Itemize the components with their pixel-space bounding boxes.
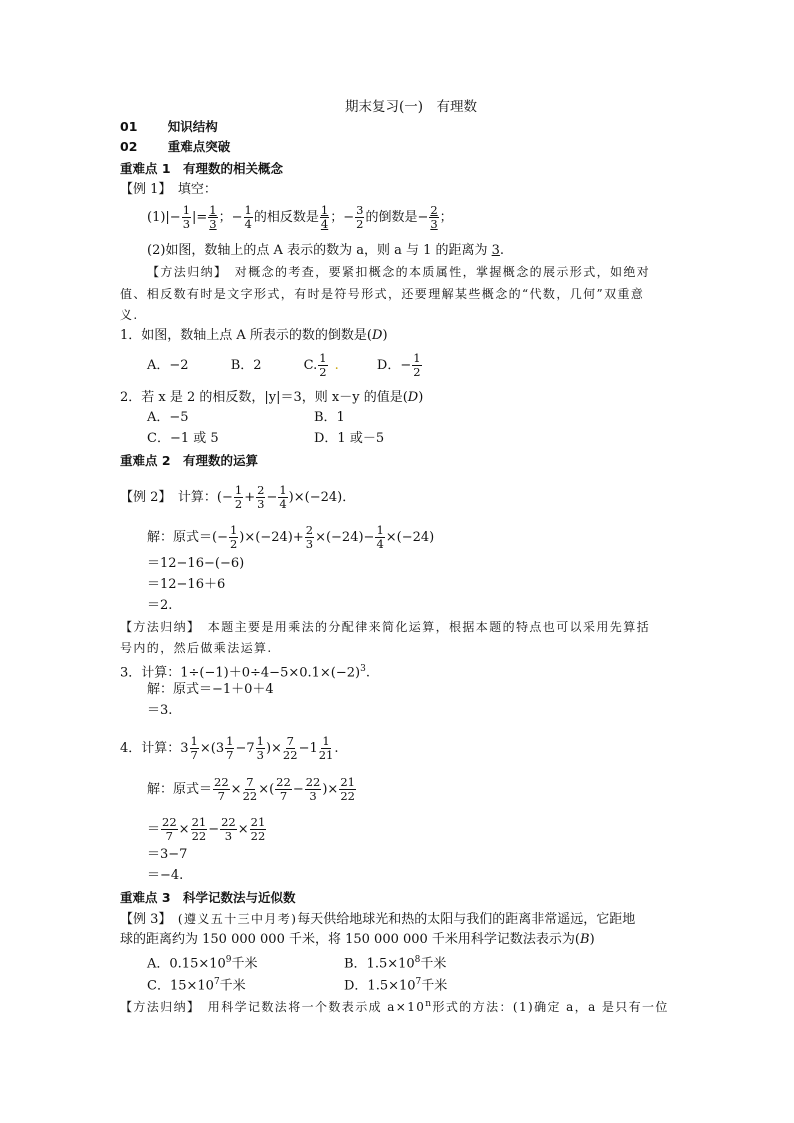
answer-fraction: $\frac{2}{3}$ — [430, 203, 438, 231]
example-2-solution-line-3: ＝12−16＋6 — [147, 577, 226, 592]
section-1 — [120, 118, 218, 136]
question-4-solution-line-4: ＝−4. — [147, 868, 184, 883]
question-2-option-a: A．−5 — [147, 410, 189, 425]
option-a: A．−2 — [147, 358, 189, 373]
method-summary-1-line-3: 义. — [120, 308, 139, 322]
question-4-stem: 4．计算：3 $\frac{1}{7}$ ×(3 $\frac{1}{7}$ −7 $\frac{1}{3}$ )× $\frac{7}{22}$ −1 $\frac{1}{21}$ . — [120, 734, 339, 762]
question-2-option-c: C．−1 或 5 — [147, 431, 219, 446]
key-point-1-heading: 重难点 1 有理数的相关概念 — [120, 161, 284, 176]
question-4-solution-line-1: 解：原式＝ $\frac{22}{7}$ × $\frac{7}{22}$ ×( $\frac{22}{7}$ − $\frac{22}{3}$ )× $\frac{21}{22}$ — [147, 775, 355, 803]
question-1-options — [147, 352, 423, 379]
question-2-option-d: D．1 或－5 — [314, 431, 385, 446]
option-c: C. $\frac{1}{2}$ . — [303, 351, 339, 379]
method-summary-3-line-1: 【方法归纳】 用科学记数法将一个数表示成 $a\times 10^n$形式的方法：(1)确定 a，a 是只有一位 — [120, 999, 669, 1014]
section-1-label: 知识结构 — [167, 119, 218, 134]
option-d: D．− $\frac{1}{2}$ — [376, 351, 421, 379]
text: (2)如图，数轴上的点 A 表示的数为 a，则 a 与 1 的距离为 — [147, 243, 492, 258]
question-3-solution-line-2: ＝3. — [147, 703, 173, 718]
example-3-option-a: A．$0.15\times 10^9$千米 — [147, 955, 258, 972]
text: 1．如图，数轴上点 A 所表示的数的倒数是( — [120, 328, 372, 343]
section-1-number: 01 — [120, 119, 138, 134]
example-2-stem: 【例 2】 计算：(− $\frac{1}{2}$ + $\frac{2}{3}$ − $\frac{1}{4}$ )×(−24)． — [120, 483, 356, 511]
text: 的倒数是− — [365, 210, 429, 225]
answer-fraction: $\frac{1}{4}$ — [320, 203, 329, 231]
key-point-2-heading: 重难点 2 有理数的运算 — [120, 453, 259, 468]
text: 2．若 x 是 2 的相反数，|y|＝3，则 x－y 的值是( — [120, 390, 408, 405]
section-2 — [120, 138, 230, 156]
example-3-line-2: 球的距离约为 150 000 000 千米，将 150 000 000 千米用科学记数法表示为(B) — [120, 932, 595, 947]
example-3-option-b: B．$1.5\times 10^8$千米 — [344, 955, 447, 972]
text: . — [499, 243, 505, 258]
option-b: B．2 — [230, 358, 262, 373]
text: ； — [439, 210, 453, 225]
question-2-option-b: B．1 — [314, 410, 345, 425]
text: |= — [192, 210, 208, 225]
section-2-label: 重难点突破 — [167, 139, 231, 154]
answer: D — [372, 328, 383, 343]
example-2-solution-line-2: ＝12−16−(−6) — [147, 556, 245, 571]
example-1-part-2 — [147, 242, 504, 260]
question-4-solution-line-2: ＝ $\frac{22}{7}$ × $\frac{21}{22}$ − $\frac{22}{3}$ × $\frac{21}{22}$ — [147, 815, 266, 843]
text: 的相反数是 — [253, 210, 319, 225]
text: ；− — [330, 210, 355, 225]
answer-fraction: $\frac{1}{3}$ — [209, 203, 217, 231]
question-3-solution-line-1: 解：原式＝−1＋0＋4 — [147, 682, 274, 697]
text: ) — [382, 328, 388, 343]
question-2-stem — [120, 389, 423, 407]
method-summary-1-line-2: 值、相反数有时是文字形式，有时是符号形式，还要理解某些概念的“代数，几何”双重意 — [120, 287, 645, 301]
example-3-option-c: C．$15\times 10^7$千米 — [147, 977, 246, 994]
example-3-line-1: 【例 3】 (遵义五十三中月考)每天供给地球光和热的太阳与我们的距离非常遥远，它距地 — [120, 912, 636, 927]
example-1-heading: 【例 1】 填空： — [120, 182, 217, 197]
method-summary-1-line-1: 【方法归纳】 对概念的考查，要紧扣概念的本质属性，掌握概念的展示形式，如绝对 — [147, 265, 651, 279]
text: 【例 2】 计算：(− — [120, 490, 233, 505]
fraction: $\frac{3}{2}$ — [356, 203, 364, 231]
answer: 3 — [491, 243, 500, 258]
page-title: 期末复习(一) 有理数 — [345, 99, 478, 115]
method-summary-2-line-1: 【方法归纳】 本题主要是用乘法的分配律来简化运算，根据本题的特点也可以采用先算括 — [120, 620, 651, 634]
method-summary-2-line-2: 号内的，然后做乘法运算. — [120, 641, 273, 655]
text: ；− — [218, 210, 243, 225]
section-2-number: 02 — [120, 139, 138, 154]
example-2-solution-line-1: 解：原式＝(− $\frac{1}{2}$ )×(−24)+ $\frac{2}{3}$ ×(−24)− $\frac{1}{4}$ ×(−24) — [147, 523, 435, 551]
example-3-option-d: D．$1.5\times 10^7$千米 — [344, 977, 448, 994]
question-4-solution-line-3: ＝3−7 — [147, 847, 188, 862]
text: ) — [418, 390, 424, 405]
key-point-3-heading: 重难点 3 科学记数法与近似数 — [120, 890, 296, 905]
answer: D — [407, 390, 419, 405]
text: (1)|− — [147, 210, 181, 225]
fraction: $\frac{1}{3}$ — [182, 203, 191, 231]
example-2-solution-line-4: ＝2. — [147, 598, 173, 613]
fraction: $\frac{1}{4}$ — [244, 203, 252, 231]
question-3-stem: 3．计算：$1\div(-1)+0\div 4-5\times 0.1\times(-2)^3$. — [120, 664, 370, 681]
example-1-part-1 — [147, 204, 453, 231]
question-1-stem — [120, 327, 388, 345]
